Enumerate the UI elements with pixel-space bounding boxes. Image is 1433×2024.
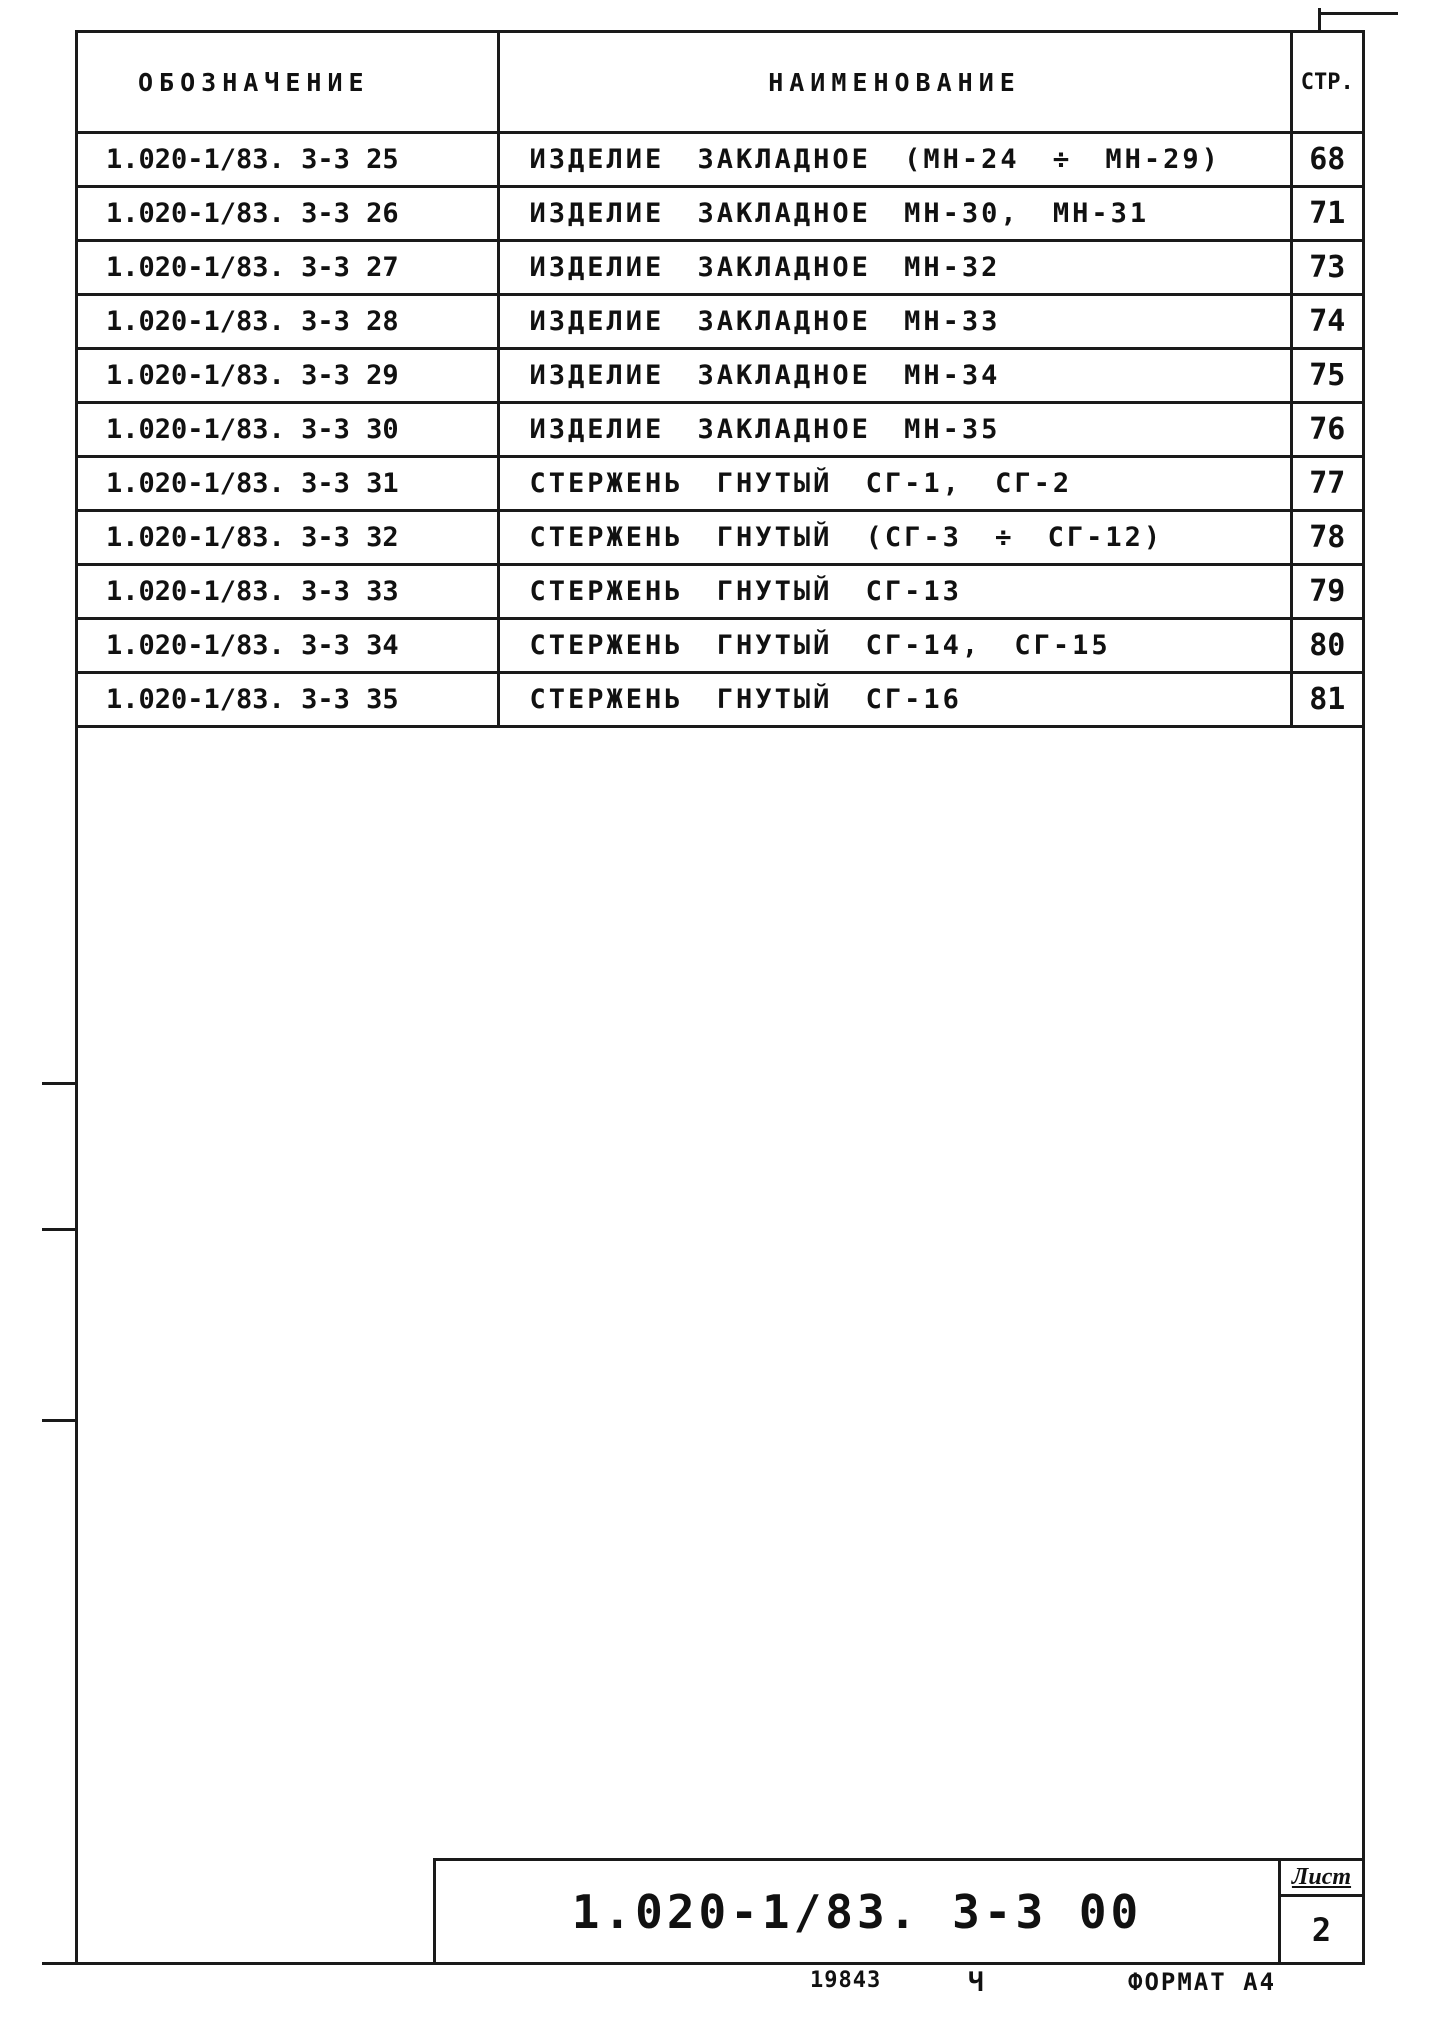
cell-name: ИЗДЕЛИЕ ЗАКЛАДНОЕ МН-33 xyxy=(498,295,1291,349)
cell-name: СТЕРЖЕНЬ ГНУТЫЙ СГ-13 xyxy=(498,565,1291,619)
sheet-label: Лист xyxy=(1281,1861,1362,1897)
title-block xyxy=(433,1858,1362,1962)
table-row xyxy=(78,673,1362,727)
cell-designation: 1.020-1/83. 3-3 27 xyxy=(78,241,498,295)
copy-mark: Ч xyxy=(968,1968,984,1998)
paper-format: ФОРМАТ А4 xyxy=(1128,1968,1277,1996)
table-row xyxy=(78,619,1362,673)
cell-page: 80 xyxy=(1291,619,1362,673)
cell-designation: 1.020-1/83. 3-3 26 xyxy=(78,187,498,241)
cell-name: ИЗДЕЛИЕ ЗАКЛАДНОЕ МН-30, МН-31 xyxy=(498,187,1291,241)
table-row xyxy=(78,403,1362,457)
document-code: 1.020-1/83. 3-3 00 xyxy=(436,1861,1281,1962)
cell-page: 78 xyxy=(1291,511,1362,565)
cell-name: ИЗДЕЛИЕ ЗАКЛАДНОЕ МН-35 xyxy=(498,403,1291,457)
cell-name: ИЗДЕЛИЕ ЗАКЛАДНОЕ МН-32 xyxy=(498,241,1291,295)
cell-designation: 1.020-1/83. 3-3 32 xyxy=(78,511,498,565)
order-number: 19843 xyxy=(810,1968,882,1993)
cell-name: СТЕРЖЕНЬ ГНУТЫЙ СГ-1, СГ-2 xyxy=(498,457,1291,511)
header-designation: ОБОЗНАЧЕНИЕ xyxy=(78,33,498,133)
cell-page: 76 xyxy=(1291,403,1362,457)
binding-mark xyxy=(42,1082,76,1085)
cell-name: СТЕРЖЕНЬ ГНУТЫЙ (СГ-3 ÷ СГ-12) xyxy=(498,511,1291,565)
contents-table xyxy=(78,33,1362,728)
header-row xyxy=(78,33,1362,133)
table-row xyxy=(78,511,1362,565)
cell-page: 77 xyxy=(1291,457,1362,511)
table-row xyxy=(78,133,1362,187)
table-row xyxy=(78,565,1362,619)
cell-designation: 1.020-1/83. 3-3 34 xyxy=(78,619,498,673)
table-row xyxy=(78,457,1362,511)
header-name: НАИМЕНОВАНИЕ xyxy=(498,33,1291,133)
cell-page: 75 xyxy=(1291,349,1362,403)
cell-designation: 1.020-1/83. 3-3 33 xyxy=(78,565,498,619)
cell-page: 74 xyxy=(1291,295,1362,349)
cell-page: 73 xyxy=(1291,241,1362,295)
cell-name: ИЗДЕЛИЕ ЗАКЛАДНОЕ (МН-24 ÷ МН-29) xyxy=(498,133,1291,187)
binding-mark xyxy=(42,1419,76,1422)
sheet-corner-mark-arm xyxy=(1318,12,1398,15)
sheet-number: 2 xyxy=(1311,1910,1332,1949)
cell-name: ИЗДЕЛИЕ ЗАКЛАДНОЕ МН-34 xyxy=(498,349,1291,403)
drawing-sheet xyxy=(75,30,1365,1965)
cell-designation: 1.020-1/83. 3-3 25 xyxy=(78,133,498,187)
cell-designation: 1.020-1/83. 3-3 35 xyxy=(78,673,498,727)
cell-name: СТЕРЖЕНЬ ГНУТЫЙ СГ-14, СГ-15 xyxy=(498,619,1291,673)
cell-page: 79 xyxy=(1291,565,1362,619)
table-row xyxy=(78,349,1362,403)
table-row xyxy=(78,241,1362,295)
cell-designation: 1.020-1/83. 3-3 28 xyxy=(78,295,498,349)
cell-name: СТЕРЖЕНЬ ГНУТЫЙ СГ-16 xyxy=(498,673,1291,727)
cell-page: 71 xyxy=(1291,187,1362,241)
cell-designation: 1.020-1/83. 3-3 31 xyxy=(78,457,498,511)
cell-designation: 1.020-1/83. 3-3 29 xyxy=(78,349,498,403)
cell-designation: 1.020-1/83. 3-3 30 xyxy=(78,403,498,457)
cell-page: 68 xyxy=(1291,133,1362,187)
binding-mark xyxy=(42,1962,76,1965)
table-row xyxy=(78,295,1362,349)
header-page: СТР. xyxy=(1291,33,1362,133)
binding-mark xyxy=(42,1228,76,1231)
table-row xyxy=(78,187,1362,241)
cell-page: 81 xyxy=(1291,673,1362,727)
